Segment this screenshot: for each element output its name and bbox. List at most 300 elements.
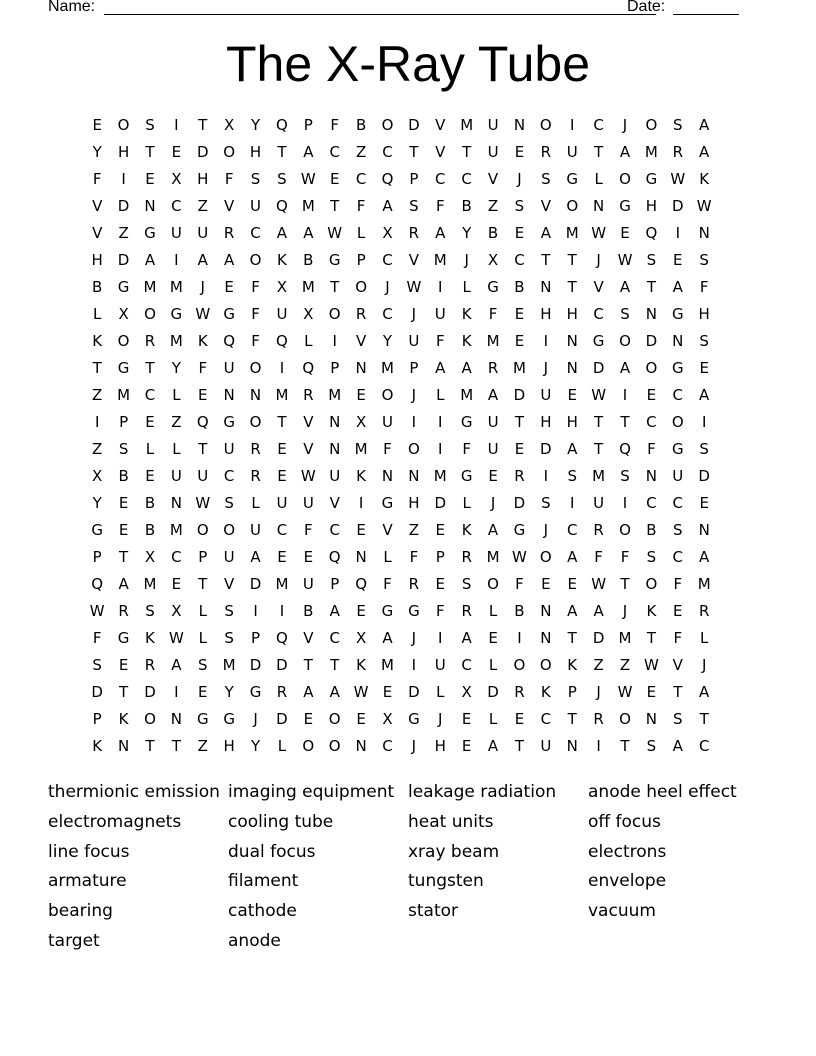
grid-letter: W bbox=[670, 170, 686, 188]
grid-letter: O bbox=[302, 737, 315, 755]
grid-letter: U bbox=[329, 467, 341, 485]
grid-letter: L bbox=[251, 494, 260, 512]
grid-letter: S bbox=[673, 710, 683, 728]
grid-letter: T bbox=[409, 143, 419, 161]
word-item: stator bbox=[408, 901, 458, 922]
grid-letter: S bbox=[646, 737, 657, 755]
grid-letter: G bbox=[117, 629, 130, 647]
grid-letter: S bbox=[646, 548, 657, 566]
grid-letter: G bbox=[170, 305, 183, 323]
grid-row bbox=[84, 355, 744, 382]
grid-letter: T bbox=[277, 143, 287, 161]
grid-row bbox=[84, 139, 744, 166]
grid-letter: P bbox=[567, 683, 577, 701]
grid-letter: T bbox=[699, 710, 709, 728]
grid-letter: A bbox=[567, 440, 578, 458]
grid-letter: G bbox=[328, 251, 341, 269]
grid-letter: A bbox=[567, 548, 578, 566]
grid-letter: G bbox=[566, 170, 579, 188]
grid-letter: D bbox=[434, 494, 447, 512]
grid-letter: D bbox=[117, 251, 130, 269]
grid-letter: G bbox=[592, 332, 605, 350]
grid-letter: K bbox=[197, 332, 208, 350]
grid-letter: P bbox=[330, 575, 340, 593]
grid-letter: V bbox=[435, 116, 446, 134]
grid-letter: J bbox=[200, 278, 205, 296]
grid-letter: M bbox=[512, 359, 526, 377]
grid-letter: T bbox=[514, 413, 525, 431]
grid-letter: T bbox=[646, 278, 656, 296]
word-item: thermionic emission bbox=[48, 782, 220, 802]
grid-letter: F bbox=[620, 548, 630, 566]
grid-letter: K bbox=[540, 683, 551, 701]
word-item: vacuum bbox=[588, 901, 656, 922]
grid-letter: C bbox=[435, 170, 446, 188]
grid-letter: W bbox=[89, 602, 105, 620]
grid-letter: U bbox=[170, 224, 182, 242]
grid-letter: T bbox=[567, 278, 577, 296]
grid-row bbox=[84, 571, 744, 598]
word-item: dual focus bbox=[228, 841, 316, 862]
grid-letter: W bbox=[617, 683, 633, 701]
grid-letter: X bbox=[355, 413, 367, 431]
grid-letter: F bbox=[699, 278, 709, 296]
grid-letter: R bbox=[461, 548, 472, 566]
grid-letter: O bbox=[487, 575, 499, 593]
grid-letter: N bbox=[329, 413, 341, 431]
grid-letter: U bbox=[223, 440, 235, 458]
grid-letter: Z bbox=[487, 197, 499, 215]
grid-letter: I bbox=[174, 116, 179, 134]
grid-letter: Z bbox=[118, 224, 129, 242]
grid-letter: L bbox=[172, 386, 181, 404]
grid-letter: I bbox=[121, 170, 126, 188]
grid-letter: N bbox=[540, 629, 552, 647]
grid-letter: C bbox=[355, 170, 367, 188]
grid-letter: Q bbox=[276, 332, 288, 350]
grid-letter: F bbox=[304, 521, 313, 539]
grid-letter: M bbox=[117, 386, 131, 404]
grid-letter: O bbox=[619, 521, 631, 539]
grid-letter: C bbox=[514, 251, 525, 269]
grid-letter: T bbox=[567, 251, 577, 269]
grid-letter: T bbox=[594, 413, 604, 431]
grid-letter: R bbox=[144, 332, 156, 350]
word-item: anode bbox=[228, 930, 281, 951]
grid-letter: U bbox=[302, 494, 314, 512]
grid-letter: T bbox=[198, 116, 208, 134]
grid-letter: J bbox=[543, 359, 549, 377]
grid-letter: K bbox=[699, 170, 710, 188]
grid-letter: N bbox=[645, 467, 658, 485]
grid-letter: I bbox=[279, 359, 285, 377]
grid-letter: V bbox=[672, 656, 683, 674]
grid-letter: M bbox=[381, 656, 394, 674]
grid-letter: E bbox=[356, 521, 366, 539]
grid-letter: F bbox=[409, 548, 419, 566]
grid-letter: V bbox=[303, 440, 314, 458]
grid-letter: C bbox=[171, 548, 182, 566]
grid-letter: L bbox=[436, 683, 445, 701]
grid-letter: A bbox=[619, 143, 631, 161]
grid-letter: S bbox=[541, 170, 551, 188]
grid-letter: M bbox=[460, 386, 474, 404]
grid-letter: R bbox=[593, 710, 604, 728]
grid-row bbox=[84, 112, 744, 139]
grid-row bbox=[84, 247, 744, 274]
word-item: tungsten bbox=[408, 871, 484, 892]
grid-letter: I bbox=[279, 602, 285, 620]
grid-row bbox=[84, 220, 744, 247]
grid-letter: C bbox=[593, 305, 604, 323]
grid-letter: T bbox=[330, 278, 340, 296]
grid-letter: D bbox=[408, 683, 420, 701]
grid-letter: J bbox=[490, 494, 496, 512]
grid-letter: K bbox=[92, 737, 103, 755]
grid-letter: Q bbox=[276, 116, 288, 134]
grid-letter: M bbox=[486, 548, 500, 566]
grid-letter: A bbox=[487, 737, 499, 755]
grid-letter: G bbox=[223, 413, 235, 431]
grid-letter: T bbox=[145, 359, 155, 377]
grid-letter: I bbox=[358, 494, 364, 512]
grid-letter: O bbox=[117, 332, 130, 350]
grid-letter: A bbox=[461, 359, 472, 377]
grid-letter: H bbox=[223, 737, 235, 755]
grid-letter: G bbox=[223, 710, 235, 728]
grid-letter: B bbox=[355, 116, 367, 134]
grid-letter: C bbox=[672, 386, 684, 404]
grid-letter: A bbox=[593, 602, 604, 620]
grid-letter: C bbox=[250, 224, 261, 242]
grid-letter: J bbox=[517, 170, 522, 188]
grid-letter: E bbox=[118, 494, 129, 512]
grid-letter: E bbox=[171, 575, 182, 593]
grid-letter: T bbox=[567, 629, 577, 647]
grid-letter: L bbox=[700, 629, 709, 647]
grid-letter: Z bbox=[355, 143, 367, 161]
grid-letter: T bbox=[303, 656, 313, 674]
grid-letter: F bbox=[435, 332, 445, 350]
grid-letter: W bbox=[168, 629, 184, 647]
grid-letter: I bbox=[411, 413, 417, 431]
grid-letter: S bbox=[620, 305, 630, 323]
grid-letter: G bbox=[460, 413, 473, 431]
grid-letter: I bbox=[332, 332, 337, 350]
grid-letter: C bbox=[540, 710, 552, 728]
grid-letter: F bbox=[435, 602, 445, 620]
word-item: off focus bbox=[588, 811, 661, 832]
grid-row bbox=[84, 382, 744, 409]
grid-letter: V bbox=[224, 575, 235, 593]
grid-letter: B bbox=[646, 521, 657, 539]
grid-letter: K bbox=[118, 710, 129, 728]
grid-letter: R bbox=[408, 224, 420, 242]
grid-letter: A bbox=[619, 359, 631, 377]
grid-letter: J bbox=[622, 116, 628, 134]
grid-letter: L bbox=[488, 710, 498, 728]
grid-row bbox=[84, 436, 744, 463]
grid-letter: Z bbox=[171, 413, 182, 431]
grid-letter: U bbox=[540, 737, 552, 755]
grid-letter: V bbox=[540, 197, 551, 215]
grid-row bbox=[84, 490, 744, 517]
grid-letter: A bbox=[699, 548, 710, 566]
grid-letter: A bbox=[699, 143, 710, 161]
grid-letter: D bbox=[408, 116, 420, 134]
grid-letter: O bbox=[196, 521, 209, 539]
grid-letter: C bbox=[382, 143, 393, 161]
word-item: heat units bbox=[408, 811, 494, 832]
grid-letter: H bbox=[566, 413, 578, 431]
grid-letter: E bbox=[673, 251, 683, 269]
grid-row bbox=[84, 301, 744, 328]
grid-letter: D bbox=[249, 656, 262, 674]
grid-letter: P bbox=[409, 359, 419, 377]
grid-letter: Q bbox=[276, 629, 288, 647]
grid-letter: E bbox=[118, 521, 129, 539]
grid-letter: I bbox=[570, 116, 575, 134]
grid-letter: G bbox=[249, 683, 262, 701]
grid-letter: Q bbox=[355, 575, 367, 593]
grid-letter: J bbox=[701, 656, 707, 674]
grid-letter: I bbox=[675, 224, 680, 242]
grid-letter: J bbox=[464, 251, 469, 269]
grid-letter: M bbox=[433, 251, 447, 269]
grid-letter: M bbox=[169, 332, 183, 350]
grid-letter: E bbox=[303, 548, 314, 566]
grid-letter: D bbox=[592, 359, 605, 377]
grid-letter: M bbox=[460, 116, 474, 134]
grid-letter: E bbox=[382, 683, 393, 701]
grid-letter: X bbox=[144, 548, 156, 566]
grid-letter: M bbox=[697, 575, 711, 593]
grid-letter: R bbox=[303, 386, 314, 404]
grid-letter: E bbox=[435, 575, 446, 593]
grid-letter: W bbox=[591, 224, 607, 242]
grid-letter: E bbox=[277, 467, 287, 485]
grid-letter: O bbox=[539, 656, 552, 674]
grid-letter: E bbox=[171, 143, 182, 161]
grid-letter: O bbox=[407, 440, 420, 458]
grid-letter: J bbox=[411, 629, 417, 647]
grid-letter: N bbox=[170, 494, 182, 512]
grid-letter: V bbox=[408, 251, 420, 269]
grid-letter: F bbox=[673, 575, 683, 593]
grid-letter: P bbox=[330, 359, 340, 377]
grid-letter: Z bbox=[92, 386, 103, 404]
grid-letter: M bbox=[328, 386, 342, 404]
grid-letter: I bbox=[438, 629, 443, 647]
grid-letter: S bbox=[224, 602, 234, 620]
grid-letter: E bbox=[488, 467, 498, 485]
grid-letter: A bbox=[672, 737, 683, 755]
grid-letter: D bbox=[117, 197, 130, 215]
grid-letter: D bbox=[144, 683, 156, 701]
grid-letter: U bbox=[250, 197, 262, 215]
grid-letter: L bbox=[172, 440, 181, 458]
grid-letter: U bbox=[223, 548, 235, 566]
grid-letter: F bbox=[251, 332, 260, 350]
grid-letter: T bbox=[673, 683, 683, 701]
grid-letter: K bbox=[145, 629, 155, 647]
grid-letter: M bbox=[381, 359, 394, 377]
grid-letter: M bbox=[222, 656, 236, 674]
grid-letter: W bbox=[512, 548, 527, 566]
grid-letter: I bbox=[438, 278, 443, 296]
grid-letter: I bbox=[174, 683, 179, 701]
grid-letter: M bbox=[592, 467, 606, 485]
grid-letter: N bbox=[117, 737, 130, 755]
grid-letter: A bbox=[382, 197, 393, 215]
grid-letter: U bbox=[223, 359, 235, 377]
grid-letter: E bbox=[145, 467, 155, 485]
word-item: electrons bbox=[588, 841, 667, 862]
grid-letter: O bbox=[117, 116, 130, 134]
grid-letter: Q bbox=[196, 413, 209, 431]
grid-letter: S bbox=[277, 170, 287, 188]
grid-letter: G bbox=[91, 521, 103, 539]
grid-letter: S bbox=[541, 494, 551, 512]
word-item: xray beam bbox=[408, 841, 500, 862]
grid-letter: E bbox=[277, 548, 287, 566]
grid-letter: C bbox=[329, 521, 340, 539]
grid-letter: F bbox=[198, 359, 208, 377]
grid-letter: O bbox=[645, 116, 658, 134]
grid-letter: C bbox=[382, 305, 393, 323]
grid-letter: E bbox=[356, 710, 366, 728]
grid-row bbox=[84, 706, 744, 733]
date-line bbox=[673, 14, 739, 15]
grid-letter: P bbox=[198, 548, 208, 566]
grid-letter: N bbox=[408, 467, 420, 485]
grid-letter: Z bbox=[593, 656, 604, 674]
word-item: target bbox=[48, 930, 100, 951]
grid-letter: S bbox=[699, 332, 709, 350]
grid-letter: U bbox=[170, 467, 182, 485]
grid-letter: M bbox=[143, 278, 157, 296]
grid-letter: B bbox=[514, 602, 525, 620]
grid-letter: M bbox=[565, 224, 579, 242]
grid-row bbox=[84, 463, 744, 490]
grid-letter: F bbox=[594, 548, 603, 566]
grid-letter: R bbox=[144, 656, 156, 674]
grid-letter: O bbox=[144, 710, 156, 728]
grid-letter: I bbox=[253, 602, 258, 620]
grid-letter: M bbox=[169, 521, 183, 539]
grid-row bbox=[84, 193, 744, 220]
grid-letter: T bbox=[119, 683, 129, 701]
grid-letter: O bbox=[619, 332, 631, 350]
grid-letter: N bbox=[566, 332, 578, 350]
grid-letter: E bbox=[356, 602, 366, 620]
grid-letter: S bbox=[145, 602, 155, 620]
grid-letter: J bbox=[411, 386, 417, 404]
grid-letter: C bbox=[646, 494, 657, 512]
grid-letter: M bbox=[433, 467, 447, 485]
grid-letter: H bbox=[249, 143, 262, 161]
grid-letter: A bbox=[540, 224, 551, 242]
grid-letter: D bbox=[91, 683, 103, 701]
grid-letter: B bbox=[92, 278, 103, 296]
grid-letter: F bbox=[92, 629, 102, 647]
grid-letter: Y bbox=[171, 359, 181, 377]
grid-letter: O bbox=[381, 116, 394, 134]
grid-letter: B bbox=[461, 197, 472, 215]
grid-letter: E bbox=[514, 332, 525, 350]
grid-letter: K bbox=[92, 332, 103, 350]
grid-letter: E bbox=[461, 710, 472, 728]
grid-letter: R bbox=[514, 467, 525, 485]
grid-letter: K bbox=[646, 602, 657, 620]
grid-letter: C bbox=[144, 386, 156, 404]
grid-letter: B bbox=[303, 251, 314, 269]
grid-letter: F bbox=[488, 305, 498, 323]
grid-letter: U bbox=[250, 521, 262, 539]
word-item: line focus bbox=[48, 841, 130, 862]
grid-letter: L bbox=[198, 629, 207, 647]
word-item: bearing bbox=[48, 901, 113, 922]
grid-letter: S bbox=[409, 197, 419, 215]
grid-letter: D bbox=[513, 494, 526, 512]
name-date-header bbox=[48, 0, 748, 18]
grid-letter: W bbox=[696, 197, 712, 215]
grid-letter: H bbox=[117, 143, 130, 161]
grid-letter: M bbox=[354, 440, 368, 458]
grid-letter: N bbox=[329, 440, 341, 458]
grid-letter: B bbox=[118, 467, 129, 485]
grid-letter: S bbox=[224, 494, 234, 512]
grid-letter: R bbox=[118, 602, 129, 620]
grid-letter: A bbox=[250, 548, 261, 566]
grid-letter: R bbox=[593, 521, 604, 539]
grid-letter: A bbox=[329, 602, 340, 620]
grid-letter: U bbox=[276, 305, 288, 323]
grid-letter: A bbox=[435, 359, 446, 377]
grid-letter: V bbox=[435, 143, 446, 161]
grid-letter: C bbox=[382, 737, 393, 755]
grid-letter: T bbox=[620, 575, 630, 593]
page-title: The X-Ray Tube bbox=[225, 36, 591, 92]
grid-letter: I bbox=[517, 629, 522, 647]
grid-letter: F bbox=[462, 440, 471, 458]
grid-letter: A bbox=[487, 386, 499, 404]
grid-row bbox=[84, 625, 744, 652]
grid-letter: N bbox=[355, 737, 367, 755]
grid-letter: G bbox=[223, 305, 235, 323]
grid-letter: C bbox=[223, 467, 235, 485]
grid-letter: N bbox=[381, 467, 394, 485]
grid-letter: T bbox=[567, 710, 577, 728]
grid-letter: A bbox=[276, 224, 288, 242]
grid-letter: M bbox=[618, 629, 632, 647]
grid-letter: T bbox=[330, 197, 340, 215]
word-item: filament bbox=[228, 871, 299, 892]
grid-letter: M bbox=[644, 143, 658, 161]
grid-letter: X bbox=[487, 251, 499, 269]
grid-letter: W bbox=[591, 386, 607, 404]
grid-letter: G bbox=[117, 359, 130, 377]
grid-letter: R bbox=[672, 143, 683, 161]
grid-letter: E bbox=[329, 170, 340, 188]
grid-letter: R bbox=[514, 683, 525, 701]
grid-letter: I bbox=[570, 494, 575, 512]
grid-letter: A bbox=[118, 575, 129, 593]
grid-letter: I bbox=[438, 413, 443, 431]
grid-letter: A bbox=[699, 683, 710, 701]
grid-letter: E bbox=[541, 575, 551, 593]
word-item: cathode bbox=[228, 901, 297, 922]
